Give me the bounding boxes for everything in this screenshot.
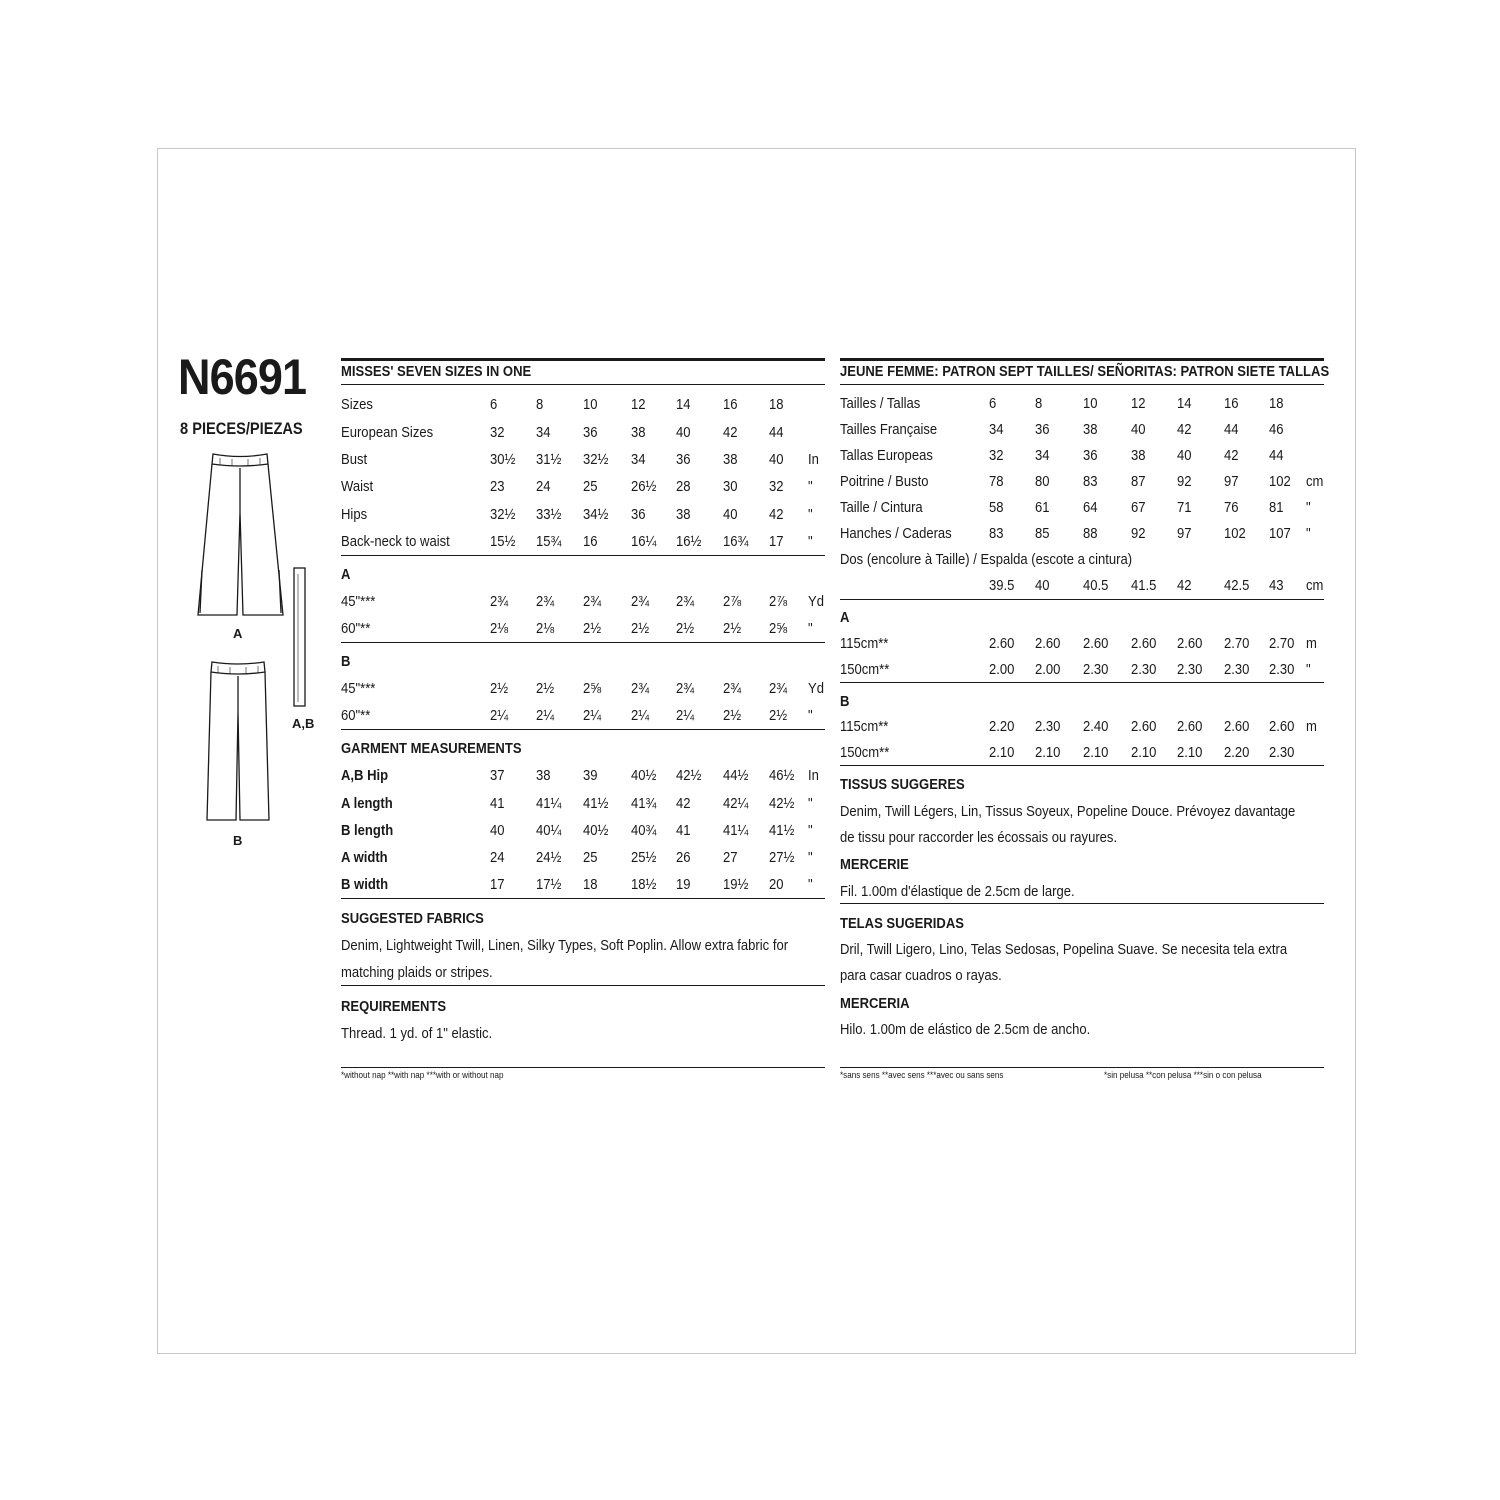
size-value: 2.20 [989, 719, 1015, 735]
fabric-width-label: 150cm** [840, 662, 890, 678]
size-value: 2⅛ [490, 621, 509, 637]
size-value: 2.60 [1177, 636, 1203, 652]
size-value: 16½ [676, 534, 702, 550]
sizes-label: Sizes [341, 397, 373, 413]
size-value: 102 [1269, 474, 1291, 490]
size-value: 24 [536, 479, 551, 495]
size-value: 92 [1131, 526, 1146, 542]
fabrics-text: Denim, Twill Légers, Lin, Tissus Soyeux, Popeline Douce. Prévoyez davantage [840, 804, 1296, 820]
size-value: 16 [723, 397, 738, 413]
size-value: 2¾ [631, 681, 650, 697]
tie-strip-drawing [294, 568, 305, 706]
size-value: 31½ [536, 452, 562, 468]
size-value: 16¼ [631, 534, 657, 550]
view-a-label: A [233, 626, 243, 641]
fabrics-text: para casar cuadros o rayas. [840, 968, 1002, 984]
size-value: 2⅛ [536, 621, 555, 637]
size-value: 107 [1269, 526, 1291, 542]
size-value: 2.60 [1224, 719, 1250, 735]
divider [341, 642, 825, 643]
size-value: 43 [1269, 578, 1284, 594]
view-ab-label: A,B [292, 716, 315, 731]
size-value: 8 [1035, 396, 1043, 412]
size-value: 36 [676, 452, 691, 468]
view-b-heading: B [840, 694, 850, 710]
size-value: 41¼ [723, 823, 749, 839]
size-value: 2½ [631, 621, 650, 637]
size-value: 26½ [631, 479, 657, 495]
size-value: 24½ [536, 850, 562, 866]
size-value: 38 [1131, 448, 1146, 464]
size-value: 2¼ [583, 708, 602, 724]
section-title: REQUIREMENTS [341, 999, 447, 1015]
size-value: 61 [1035, 500, 1050, 516]
size-value: 32 [989, 448, 1004, 464]
size-value: 32 [490, 425, 505, 441]
size-value: 28 [676, 479, 691, 495]
size-value: 25 [583, 850, 598, 866]
garment-measure-label: B length [341, 823, 394, 839]
size-value: 25½ [631, 850, 657, 866]
size-value: 44½ [723, 768, 749, 784]
size-value: 15¾ [536, 534, 562, 550]
french-sizes-label: Tailles Française [840, 422, 938, 438]
size-value: 18 [1269, 396, 1284, 412]
size-value: 42 [1177, 422, 1192, 438]
divider [840, 1067, 1324, 1068]
unit-label: " [1306, 500, 1311, 516]
size-value: 2.10 [1035, 745, 1061, 761]
size-value: 36 [1035, 422, 1050, 438]
size-value: 2.10 [1177, 745, 1203, 761]
divider [341, 1067, 825, 1068]
size-value: 40 [1035, 578, 1050, 594]
garment-measure-label: A length [341, 796, 393, 812]
size-value: 18½ [631, 877, 657, 893]
section-title: TELAS SUGERIDAS [840, 916, 964, 932]
view-b-heading: B [341, 654, 351, 670]
size-value: 30½ [490, 452, 516, 468]
size-value: 2¼ [676, 708, 695, 724]
size-value: 38 [536, 768, 551, 784]
size-value: 2⅞ [723, 594, 742, 610]
size-value: 2¼ [631, 708, 650, 724]
size-value: 81 [1269, 500, 1284, 516]
size-value: 19 [676, 877, 691, 893]
size-value: 34 [631, 452, 646, 468]
size-value: 2½ [490, 681, 509, 697]
size-value: 10 [1083, 396, 1098, 412]
header-rule [341, 358, 825, 361]
unit-label: " [1306, 526, 1311, 542]
unit-label: In [808, 452, 819, 468]
unit-label: In [808, 768, 819, 784]
divider [840, 682, 1324, 683]
pattern-code: N6691 [178, 349, 307, 405]
size-value: 2.60 [1177, 719, 1203, 735]
size-value: 40 [676, 425, 691, 441]
size-value: 2.30 [1035, 719, 1061, 735]
size-value: 78 [989, 474, 1004, 490]
size-value: 2¼ [490, 708, 509, 724]
size-value: 85 [1035, 526, 1050, 542]
fabrics-text: Dril, Twill Ligero, Lino, Telas Sedosas, Popelina Suave. Se necesita tela extra [840, 942, 1288, 958]
size-value: 2.60 [1035, 636, 1061, 652]
size-value: 33½ [536, 507, 562, 523]
size-value: 25 [583, 479, 598, 495]
divider [341, 898, 825, 899]
garment-measure-label: A,B Hip [341, 768, 389, 784]
size-value: 2¾ [490, 594, 509, 610]
size-value: 42 [769, 507, 784, 523]
unit-label: m [1306, 719, 1317, 735]
size-value: 16 [583, 534, 598, 550]
section-title: SUGGESTED FABRICS [341, 911, 484, 927]
size-value: 92 [1177, 474, 1192, 490]
view-a-heading: A [840, 610, 850, 626]
size-value: 2¾ [723, 681, 742, 697]
size-value: 38 [676, 507, 691, 523]
european-sizes-label: European Sizes [341, 425, 434, 441]
size-value: 2.00 [989, 662, 1015, 678]
size-value: 2.10 [1131, 745, 1157, 761]
size-value: 67 [1131, 500, 1146, 516]
size-value: 2¼ [536, 708, 555, 724]
size-value: 41 [676, 823, 691, 839]
size-value: 76 [1224, 500, 1239, 516]
fabric-width-label: 150cm** [840, 745, 890, 761]
size-value: 2.60 [1131, 719, 1157, 735]
size-value: 39 [583, 768, 598, 784]
size-value: 2¾ [583, 594, 602, 610]
size-value: 2½ [769, 708, 788, 724]
divider [840, 765, 1324, 766]
body-measure-label: Hanches / Caderas [840, 526, 952, 542]
size-value: 16¾ [723, 534, 749, 550]
body-measure-label: Taille / Cintura [840, 500, 923, 516]
size-value: 2.60 [989, 636, 1015, 652]
size-value: 15½ [490, 534, 516, 550]
fabric-width-label: 115cm** [840, 636, 889, 652]
size-value: 2.00 [1035, 662, 1061, 678]
size-value: 2.70 [1269, 636, 1295, 652]
body-measure-label: Hips [341, 507, 368, 523]
size-value: 19½ [723, 877, 749, 893]
size-value: 42½ [769, 796, 795, 812]
section-title: GARMENT MEASUREMENTS [341, 741, 522, 757]
size-value: 16 [1224, 396, 1239, 412]
size-value: 27 [723, 850, 738, 866]
size-value: 34 [536, 425, 551, 441]
size-value: 2.40 [1083, 719, 1109, 735]
size-value: 46½ [769, 768, 795, 784]
size-value: 2½ [536, 681, 555, 697]
size-value: 17 [490, 877, 505, 893]
size-value: 42 [676, 796, 691, 812]
notions-text: Fil. 1.00m d'élastique de 2.5cm de large. [840, 884, 1075, 900]
header-rule [840, 358, 1324, 361]
footnote: *sin pelusa **con pelusa ***sin o con pelusa [1104, 1070, 1262, 1080]
back-length-label: Dos (encolure à Taille) / Espalda (escote a cintura) [840, 552, 1133, 568]
size-value: 42 [723, 425, 738, 441]
requirements-text: Thread. 1 yd. of 1" elastic. [341, 1026, 493, 1042]
notions-text: Hilo. 1.00m de elástico de 2.5cm de ancho. [840, 1022, 1091, 1038]
size-value: 2½ [583, 621, 602, 637]
size-value: 41½ [583, 796, 609, 812]
size-value: 34 [989, 422, 1004, 438]
size-value: 2.10 [989, 745, 1015, 761]
size-value: 34 [1035, 448, 1050, 464]
size-value: 12 [631, 397, 646, 413]
size-value: 41¾ [631, 796, 657, 812]
size-value: 2⅝ [769, 621, 788, 637]
fabrics-text: de tissu pour raccorder les écossais ou rayures. [840, 830, 1118, 846]
fabrics-text: matching plaids or stripes. [341, 965, 493, 981]
size-value: 40.5 [1083, 578, 1109, 594]
size-value: 2.60 [1083, 636, 1109, 652]
size-value: 41½ [769, 823, 795, 839]
unit-label: " [808, 877, 813, 893]
view-b-label: B [233, 833, 243, 848]
section-title: MISSES' SEVEN SIZES IN ONE [341, 364, 532, 380]
size-value: 2.30 [1269, 662, 1295, 678]
size-value: 23 [490, 479, 505, 495]
unit-label: " [808, 708, 813, 724]
size-value: 40 [1131, 422, 1146, 438]
garment-line-drawings [190, 450, 325, 830]
size-value: 42¼ [723, 796, 749, 812]
size-value: 32½ [583, 452, 609, 468]
unit-label: cm [1306, 474, 1324, 490]
size-value: 26 [676, 850, 691, 866]
unit-label: cm [1306, 578, 1324, 594]
size-value: 97 [1177, 526, 1192, 542]
size-value: 40½ [631, 768, 657, 784]
fabrics-text: Denim, Lightweight Twill, Linen, Silky Types, Soft Poplin. Allow extra fabric for [341, 938, 789, 954]
size-value: 2.30 [1269, 745, 1295, 761]
size-value: 27½ [769, 850, 795, 866]
size-value: 2.30 [1177, 662, 1203, 678]
size-value: 2¾ [769, 681, 788, 697]
size-value: 38 [1083, 422, 1098, 438]
unit-label: " [1306, 662, 1311, 678]
european-sizes-label: Tallas Europeas [840, 448, 933, 464]
size-value: 20 [769, 877, 784, 893]
size-value: 14 [676, 397, 691, 413]
size-value: 2⅝ [583, 681, 602, 697]
unit-label: " [808, 534, 813, 550]
section-title: MERCERIE [840, 857, 909, 873]
section-title: JEUNE FEMME: PATRON SEPT TAILLES/ SEÑORITAS: PATRON SIETE TALLAS [840, 364, 1330, 380]
divider [341, 555, 825, 556]
pieces-count: 8 PIECES/PIEZAS [180, 419, 303, 438]
fabric-width-label: 45"*** [341, 594, 376, 610]
body-measure-label: Poitrine / Busto [840, 474, 929, 490]
garment-measure-label: B width [341, 877, 389, 893]
section-title: MERCERIA [840, 996, 910, 1012]
size-value: 2¾ [631, 594, 650, 610]
size-value: 2¾ [676, 681, 695, 697]
size-value: 83 [1083, 474, 1098, 490]
divider [341, 985, 825, 986]
size-value: 2.30 [1224, 662, 1250, 678]
size-value: 34½ [583, 507, 609, 523]
size-value: 42½ [676, 768, 702, 784]
size-value: 32½ [490, 507, 516, 523]
body-measure-label: Back-neck to waist [341, 534, 450, 550]
fabric-width-label: 60"** [341, 708, 371, 724]
body-measure-label: Waist [341, 479, 374, 495]
unit-label: " [808, 621, 813, 637]
size-value: 6 [490, 397, 498, 413]
size-value: 10 [583, 397, 598, 413]
size-value: 36 [1083, 448, 1098, 464]
size-value: 41 [490, 796, 505, 812]
size-value: 39.5 [989, 578, 1015, 594]
size-value: 44 [769, 425, 784, 441]
unit-label: Yd [808, 681, 824, 697]
size-value: 17 [769, 534, 784, 550]
size-value: 2.60 [1131, 636, 1157, 652]
size-value: 40 [769, 452, 784, 468]
size-value: 40½ [583, 823, 609, 839]
size-value: 2½ [723, 708, 742, 724]
footnote: *sans sens **avec sens ***avec ou sans sens [840, 1070, 1004, 1080]
size-value: 40 [723, 507, 738, 523]
size-value: 36 [631, 507, 646, 523]
size-value: 2.30 [1131, 662, 1157, 678]
size-value: 87 [1131, 474, 1146, 490]
size-value: 6 [989, 396, 997, 412]
size-value: 41¼ [536, 796, 562, 812]
unit-label: " [808, 507, 813, 523]
size-value: 41.5 [1131, 578, 1157, 594]
size-value: 30 [723, 479, 738, 495]
size-value: 83 [989, 526, 1004, 542]
view-a-heading: A [341, 567, 351, 583]
size-value: 2¾ [536, 594, 555, 610]
size-value: 40¾ [631, 823, 657, 839]
size-value: 2.20 [1224, 745, 1250, 761]
size-value: 44 [1269, 448, 1284, 464]
garment-measure-label: A width [341, 850, 388, 866]
size-value: 2⅞ [769, 594, 788, 610]
size-value: 32 [769, 479, 784, 495]
size-value: 2.60 [1269, 719, 1295, 735]
size-value: 24 [490, 850, 505, 866]
fabric-width-label: 115cm** [840, 719, 889, 735]
divider [840, 384, 1324, 385]
size-value: 42.5 [1224, 578, 1250, 594]
view-a-pants-drawing [198, 454, 283, 615]
size-value: 40¼ [536, 823, 562, 839]
size-value: 71 [1177, 500, 1192, 516]
size-value: 2¾ [676, 594, 695, 610]
size-value: 2.30 [1083, 662, 1109, 678]
size-value: 38 [723, 452, 738, 468]
unit-label: Yd [808, 594, 824, 610]
unit-label: " [808, 823, 813, 839]
unit-label: " [808, 850, 813, 866]
size-value: 17½ [536, 877, 562, 893]
fabric-width-label: 45"*** [341, 681, 376, 697]
divider [840, 599, 1324, 600]
size-value: 18 [769, 397, 784, 413]
size-value: 88 [1083, 526, 1098, 542]
size-value: 42 [1177, 578, 1192, 594]
size-value: 64 [1083, 500, 1098, 516]
size-value: 2½ [676, 621, 695, 637]
size-value: 18 [583, 877, 598, 893]
unit-label: " [808, 479, 813, 495]
divider [341, 729, 825, 730]
size-value: 12 [1131, 396, 1146, 412]
size-value: 38 [631, 425, 646, 441]
sizes-label: Tailles / Tallas [840, 396, 921, 412]
unit-label: m [1306, 636, 1317, 652]
size-value: 14 [1177, 396, 1192, 412]
size-value: 8 [536, 397, 544, 413]
divider [341, 384, 825, 385]
unit-label: " [808, 796, 813, 812]
size-value: 44 [1224, 422, 1239, 438]
section-title: TISSUS SUGGERES [840, 777, 965, 793]
size-value: 40 [1177, 448, 1192, 464]
size-value: 36 [583, 425, 598, 441]
size-value: 80 [1035, 474, 1050, 490]
size-value: 37 [490, 768, 505, 784]
size-value: 102 [1224, 526, 1246, 542]
size-value: 2.10 [1083, 745, 1109, 761]
size-value: 2½ [723, 621, 742, 637]
body-measure-label: Bust [341, 452, 368, 468]
size-value: 42 [1224, 448, 1239, 464]
size-value: 97 [1224, 474, 1239, 490]
size-value: 46 [1269, 422, 1284, 438]
view-b-pants-drawing [207, 662, 269, 820]
divider [840, 903, 1324, 904]
size-value: 58 [989, 500, 1004, 516]
fabric-width-label: 60"** [341, 621, 371, 637]
footnote: *without nap **with nap ***with or without nap [341, 1070, 504, 1080]
size-value: 2.70 [1224, 636, 1250, 652]
size-value: 40 [490, 823, 505, 839]
